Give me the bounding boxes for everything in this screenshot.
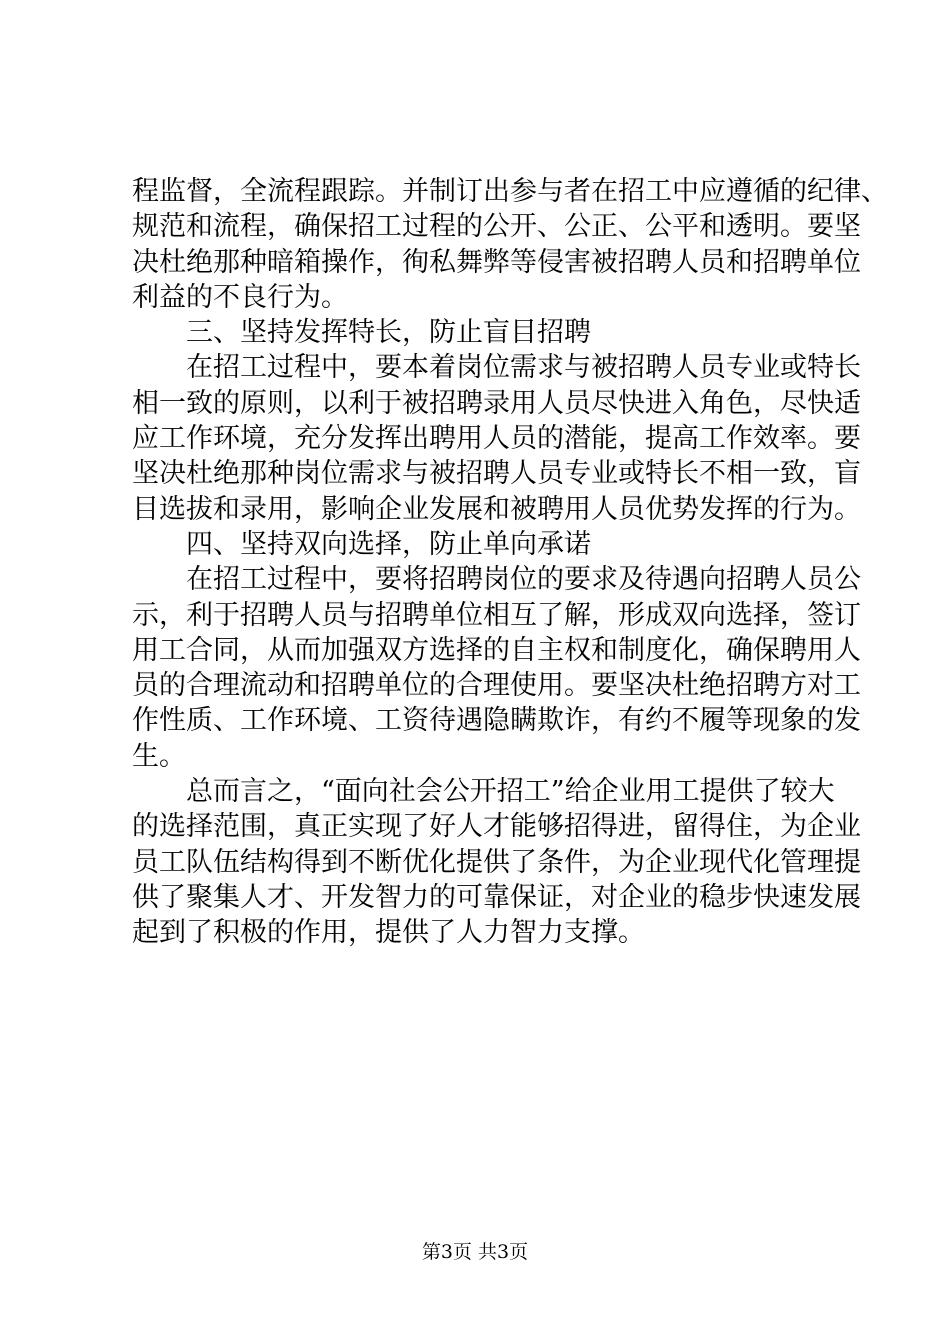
paragraph-line: 总而言之，“面向社会公开招工”给企业用工提供了较大 <box>186 776 835 808</box>
paragraph-line: 员的合理流动和招聘单位的合理使用。要坚决杜绝招聘方对工 <box>132 670 861 702</box>
page-number-footer: 第3页 共3页 <box>421 1241 529 1263</box>
section-heading-3: 三、坚持发挥特长，防止盲目招聘 <box>186 317 591 349</box>
section-heading-4: 四、坚持双向选择，防止单向承诺 <box>186 528 591 560</box>
paragraph-line: 员工队伍结构得到不断优化提供了条件，为企业现代化管理提 <box>132 846 861 878</box>
paragraph-line: 目选拔和录用，影响企业发展和被聘用人员优势发挥的行为。 <box>132 493 861 525</box>
paragraph-line: 决杜绝那种暗箱操作，徇私舞弊等侵害被招聘人员和招聘单位 <box>132 246 861 278</box>
paragraph-line: 利益的不良行为。 <box>132 281 348 313</box>
paragraph-line: 示，利于招聘人员与招聘单位相互了解，形成双向选择，签订 <box>132 599 861 631</box>
document-body <box>132 174 888 951</box>
paragraph-line: 用工合同，从而加强双方选择的自主权和制度化，确保聘用人 <box>132 634 861 666</box>
paragraph-line: 的选择范围，真正实现了好人才能够招得进，留得住，为企业 <box>132 811 861 843</box>
paragraph-line: 供了聚集人才、开发智力的可靠保证，对企业的稳步快速发展 <box>132 881 861 913</box>
paragraph-line: 起到了积极的作用，提供了人力智力支撑。 <box>132 917 645 949</box>
paragraph-line: 应工作环境，充分发挥出聘用人员的潜能，提高工作效率。要 <box>132 423 861 455</box>
paragraph-line: 程监督，全流程跟踪。并制订出参与者在招工中应遵循的纪律、 <box>132 176 888 207</box>
paragraph-line: 在招工过程中，要将招聘岗位的要求及待遇向招聘人员公 <box>186 564 861 596</box>
paragraph-line: 规范和流程，确保招工过程的公开、公正、公平和透明。要坚 <box>132 211 861 243</box>
paragraph-line: 生。 <box>132 740 186 772</box>
paragraph-line: 坚决杜绝那种岗位需求与被招聘人员专业或特长不相一致，盲 <box>132 458 861 490</box>
paragraph-line: 在招工过程中，要本着岗位需求与被招聘人员专业或特长 <box>186 352 861 384</box>
paragraph-line: 相一致的原则，以利于被招聘录用人员尽快进入角色，尽快适 <box>132 387 861 419</box>
paragraph-line: 作性质、工作环境、工资待遇隐瞒欺诈，有约不履等现象的发 <box>132 705 861 737</box>
